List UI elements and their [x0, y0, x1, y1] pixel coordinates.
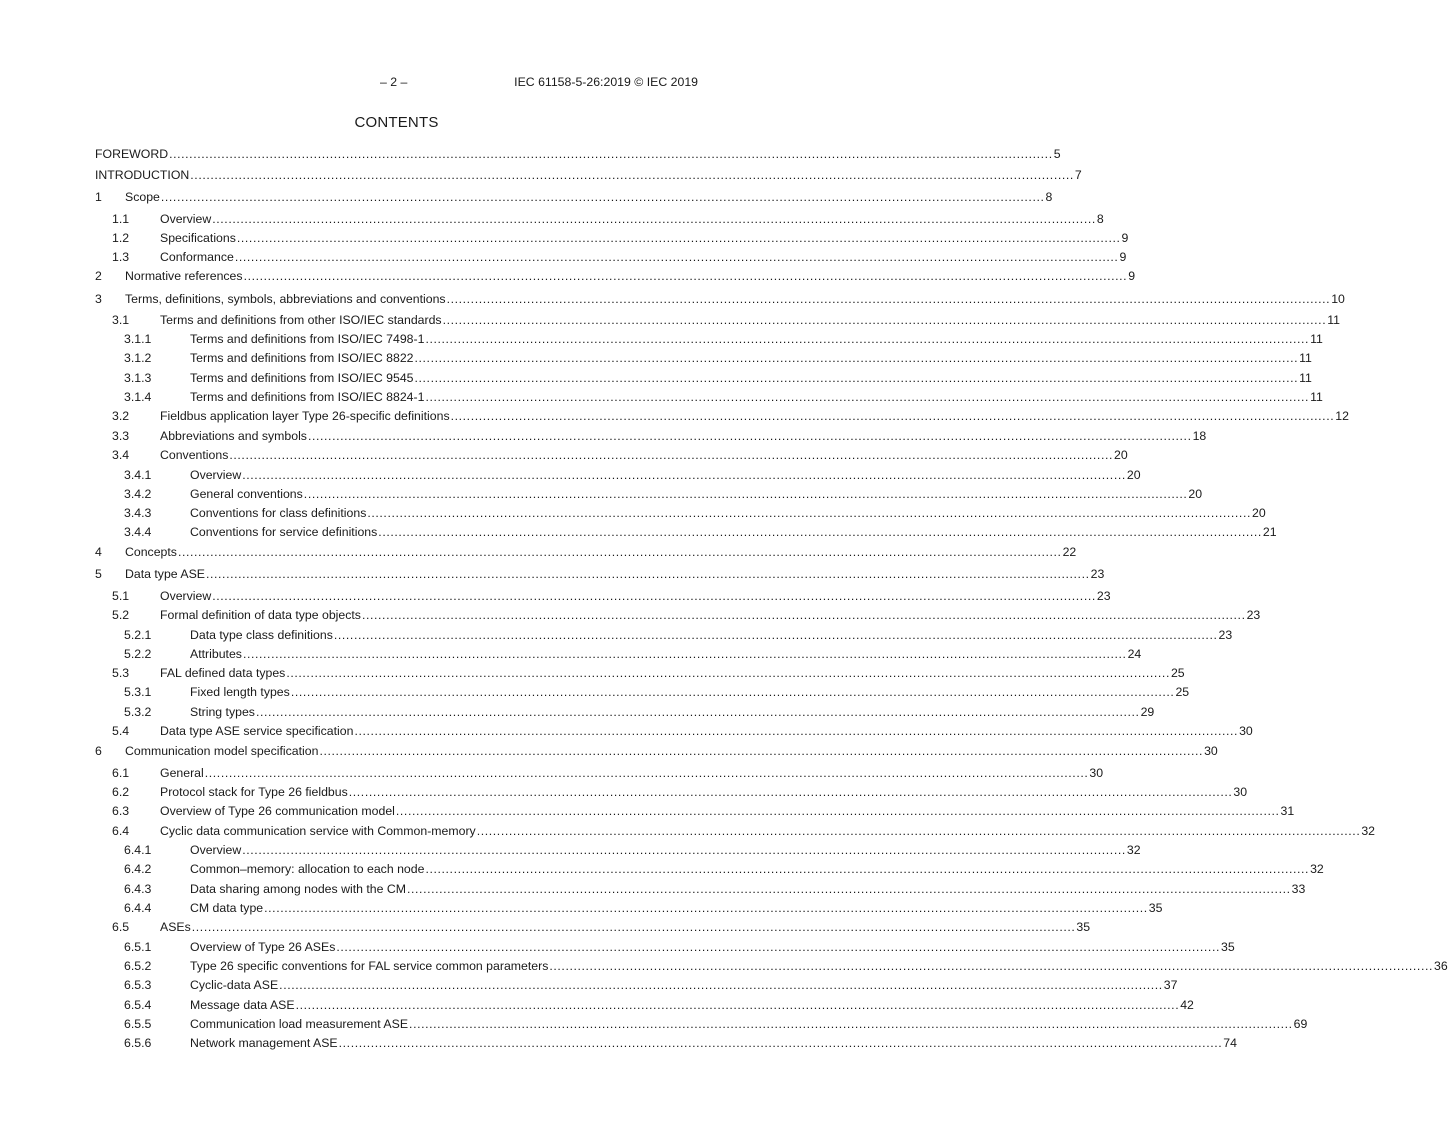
toc-entry-page: 29 — [1140, 705, 1155, 719]
toc-entry-number: 5.4 — [112, 724, 130, 738]
dot-leader: ............................................................................................................................................................................................................................ — [264, 901, 1148, 915]
dot-leader: ............................................................................................................................................................................................................................ — [319, 744, 1204, 758]
toc-entry-number: 1.3 — [112, 250, 130, 264]
toc-entry-title: Terms and definitions from ISO/IEC 7498-1 — [190, 332, 425, 346]
toc-entry-title: Fixed length types — [190, 685, 290, 699]
toc-entry[interactable] — [95, 704, 1155, 720]
dot-leader: ............................................................................................................................................................................................................................ — [191, 920, 1076, 934]
toc-entry[interactable] — [95, 544, 1077, 560]
dot-leader: ............................................................................................................................................................................................................................ — [169, 147, 1053, 161]
toc-entry-title: Fieldbus application layer Type 26-specific definitions — [160, 409, 450, 423]
toc-entry-number: 3.3 — [112, 429, 130, 443]
toc-entry-page: 22 — [1062, 545, 1077, 559]
toc-entry-page: 31 — [1280, 804, 1295, 818]
toc-entry-page: 30 — [1233, 785, 1248, 799]
dot-leader: ............................................................................................................................................................................................................................ — [354, 724, 1239, 738]
toc-entry-page: 23 — [1090, 567, 1105, 581]
toc-entry-title: Terms and definitions from ISO/IEC 9545 — [190, 371, 414, 385]
toc-entry-number: 6.5.4 — [124, 998, 152, 1012]
toc-entry-title: Abbreviations and symbols — [160, 429, 307, 443]
toc-entry-title: CM data type — [190, 901, 264, 915]
dot-leader: ............................................................................................................................................................................................................................ — [338, 1036, 1223, 1050]
toc-entry-page: 7 — [1074, 168, 1082, 182]
dot-leader: ............................................................................................................................................................................................................................ — [177, 545, 1062, 559]
toc-entry[interactable] — [95, 389, 1323, 405]
toc-entry[interactable] — [95, 249, 1127, 265]
toc-entry[interactable] — [95, 665, 1185, 681]
toc-entry-title: Conventions for service definitions — [190, 525, 378, 539]
toc-entry-number: 6.1 — [112, 766, 130, 780]
toc-entry[interactable] — [95, 1035, 1237, 1051]
toc-entry[interactable] — [95, 765, 1104, 781]
toc-entry-number: 3.4.2 — [124, 487, 152, 501]
toc-entry-page: 37 — [1163, 978, 1178, 992]
toc-entry-title: Terms and definitions from ISO/IEC 8822 — [190, 351, 414, 365]
toc-entry-page: 20 — [1114, 448, 1128, 462]
toc-entry-title: INTRODUCTION — [95, 168, 190, 182]
dot-leader: ............................................................................................................................................................................................................................ — [307, 429, 1192, 443]
toc-entry-title: Conformance — [160, 250, 234, 264]
dot-leader: ............................................................................................................................................................................................................................ — [295, 998, 1180, 1012]
toc-entry-number: 6.5.2 — [124, 959, 152, 973]
toc-entry-page: 11 — [1299, 371, 1312, 385]
toc-entry-title: Concepts — [125, 545, 177, 559]
toc-entry-page: 9 — [1121, 231, 1129, 245]
toc-entry-title: Data sharing among nodes with the CM — [190, 882, 406, 896]
toc-entry-number: 6.5.1 — [124, 940, 152, 954]
dot-leader: ............................................................................................................................................................................................................................ — [286, 666, 1170, 680]
toc-entry[interactable] — [95, 268, 1136, 284]
toc-entry-number: 3.4.3 — [124, 506, 152, 520]
toc-entry-page: 11 — [1327, 313, 1340, 327]
dot-leader: ............................................................................................................................................................................................................................ — [476, 824, 1361, 838]
toc-entry-number: 6.5.6 — [124, 1036, 152, 1050]
toc-entry-number: 1.1 — [112, 212, 130, 226]
toc-entry-title: Overview — [160, 589, 212, 603]
toc-entry[interactable] — [95, 939, 1235, 955]
dot-leader: ............................................................................................................................................................................................................................ — [236, 231, 1121, 245]
toc-entry-number: 5.3 — [112, 666, 130, 680]
toc-entry[interactable] — [95, 467, 1141, 483]
toc-entry[interactable] — [95, 842, 1141, 858]
toc-entry-page: 8 — [1045, 190, 1053, 204]
toc-entry[interactable] — [95, 997, 1194, 1013]
dot-leader: ............................................................................................................................................................................................................................ — [212, 212, 1096, 226]
toc-entry-number: 5.3.2 — [124, 705, 152, 719]
toc-entry-page: 36 — [1434, 959, 1448, 973]
toc-entry-page: 21 — [1262, 525, 1277, 539]
toc-entry-number: 6.4.1 — [124, 843, 152, 857]
dot-leader: ............................................................................................................................................................................................................................ — [229, 448, 1113, 462]
toc-entry-number: 3 — [95, 292, 102, 306]
toc-entry-page: 35 — [1220, 940, 1235, 954]
toc-entry-number: 6.5.3 — [124, 978, 152, 992]
dot-leader: ............................................................................................................................................................................................................................ — [446, 292, 1331, 306]
toc-entry-title: Specifications — [160, 231, 236, 245]
toc-entry-number: 6.4.2 — [124, 862, 152, 876]
toc-entry-title: Overview of Type 26 communication model — [160, 804, 395, 818]
toc-entry-number: 6 — [95, 744, 102, 758]
toc-entry-number: 3.2 — [112, 409, 130, 423]
dot-leader: ............................................................................................................................................................................................................................ — [190, 168, 1074, 182]
toc-entry[interactable] — [95, 900, 1163, 916]
dot-leader: ............................................................................................................................................................................................................................ — [255, 705, 1140, 719]
toc-entry-number: 6.3 — [112, 804, 130, 818]
toc-entry[interactable] — [95, 505, 1266, 521]
toc-entry-page: 20 — [1251, 506, 1266, 520]
toc-entry-page: 25 — [1170, 666, 1185, 680]
toc-entry-title: Overview — [190, 468, 242, 482]
toc-entry-number: 1 — [95, 190, 102, 204]
toc-entry-title: Formal definition of data type objects — [160, 608, 361, 622]
toc-entry-page: 23 — [1218, 628, 1233, 642]
contents-title: CONTENTS — [354, 114, 439, 131]
toc-entry-number: 5 — [95, 567, 102, 581]
toc-entry[interactable] — [95, 803, 1295, 819]
toc-entry-page: 20 — [1126, 468, 1141, 482]
dot-leader: ............................................................................................................................................................................................................................ — [242, 843, 1126, 857]
standard-reference: IEC 61158-5-26:2019 © IEC 2019 — [514, 75, 698, 89]
dot-leader: ............................................................................................................................................................................................................................ — [409, 1017, 1293, 1031]
toc-entry-title: Conventions — [160, 448, 229, 462]
dot-leader: ............................................................................................................................................................................................................................ — [212, 589, 1096, 603]
toc-entry-page: 69 — [1293, 1017, 1308, 1031]
toc-entry-page: 35 — [1076, 920, 1091, 934]
toc-entry-number: 3.4.1 — [124, 468, 152, 482]
dot-leader: ............................................................................................................................................................................................................................ — [414, 351, 1299, 365]
toc-entry-number: 1.2 — [112, 231, 130, 245]
toc-entry-number: 3.1.2 — [124, 351, 152, 365]
dot-leader: ............................................................................................................................................................................................................................ — [234, 250, 1119, 264]
dot-leader: ............................................................................................................................................................................................................................ — [425, 332, 1310, 346]
toc-entry[interactable] — [95, 823, 1376, 839]
toc-entry[interactable] — [95, 146, 1061, 162]
toc-entry-title: Data type ASE service specification — [160, 724, 354, 738]
toc-entry-number: 6.5 — [112, 920, 130, 934]
toc-entry-number: 5.2 — [112, 608, 130, 622]
dot-leader: ............................................................................................................................................................................................................................ — [242, 647, 1127, 661]
toc-entry-title: Message data ASE — [190, 998, 295, 1012]
toc-entry[interactable] — [95, 428, 1207, 444]
dot-leader: ............................................................................................................................................................................................................................ — [336, 940, 1220, 954]
toc-entry-title: String types — [190, 705, 255, 719]
toc-entry-title: Scope — [125, 190, 160, 204]
toc-entry-title: Common–memory: allocation to each node — [190, 862, 425, 876]
toc-entry-page: 25 — [1175, 685, 1190, 699]
toc-entry-number: 3.1.3 — [124, 371, 152, 385]
toc-entry-title: Terms and definitions from ISO/IEC 8824-1 — [190, 390, 425, 404]
toc-entry-title: Attributes — [190, 647, 242, 661]
toc-entry[interactable] — [95, 1016, 1308, 1032]
dot-leader: ............................................................................................................................................................................................................................ — [333, 628, 1218, 642]
toc-entry[interactable] — [95, 646, 1142, 662]
dot-leader: ............................................................................................................................................................................................................................ — [160, 190, 1045, 204]
toc-entry[interactable] — [95, 486, 1203, 502]
toc-entry-page: 11 — [1299, 351, 1312, 365]
toc-entry-number: 3.1.4 — [124, 390, 152, 404]
toc-entry-title: Overview — [190, 843, 242, 857]
toc-entry-title: Normative references — [125, 269, 243, 283]
toc-entry-title: Communication load measurement ASE — [190, 1017, 409, 1031]
dot-leader: ............................................................................................................................................................................................................................ — [378, 525, 1262, 539]
toc-entry-page: 74 — [1223, 1036, 1237, 1050]
toc-entry-page: 30 — [1204, 744, 1218, 758]
toc-entry-title: Type 26 specific conventions for FAL service common parameters — [190, 959, 549, 973]
dot-leader: ............................................................................................................................................................................................................................ — [425, 862, 1310, 876]
toc-entry-number: 6.4.4 — [124, 901, 152, 915]
toc-entry-page: 9 — [1119, 250, 1127, 264]
toc-entry-number: 5.2.2 — [124, 647, 152, 661]
toc-entry[interactable] — [95, 977, 1178, 993]
toc-entry-title: FAL defined data types — [160, 666, 286, 680]
dot-leader: ............................................................................................................................................................................................................................ — [279, 978, 1163, 992]
toc-entry-number: 3.1 — [112, 313, 130, 327]
toc-entry[interactable] — [95, 743, 1218, 759]
toc-entry[interactable] — [95, 627, 1233, 643]
toc-entry[interactable] — [95, 524, 1277, 540]
toc-entry-title: Overview — [160, 212, 212, 226]
toc-entry-page: 18 — [1192, 429, 1207, 443]
toc-entry[interactable] — [95, 566, 1105, 582]
toc-entry[interactable] — [95, 312, 1340, 328]
toc-entry-title: Data type class definitions — [190, 628, 333, 642]
toc-entry-title: Cyclic data communication service with Common-memory — [160, 824, 476, 838]
toc-entry[interactable] — [95, 958, 1448, 974]
toc-entry-page: 23 — [1096, 589, 1111, 603]
toc-entry-number: 6.4 — [112, 824, 130, 838]
toc-entry-number: 6.2 — [112, 785, 130, 799]
toc-entry-page: 23 — [1246, 608, 1261, 622]
toc-entry[interactable] — [95, 291, 1345, 307]
toc-entry[interactable] — [95, 784, 1248, 800]
toc-entry[interactable] — [95, 607, 1261, 623]
toc-entry-page: 32 — [1361, 824, 1376, 838]
dot-leader: ............................................................................................................................................................................................................................ — [348, 785, 1233, 799]
toc-entry-title: Network management ASE — [190, 1036, 338, 1050]
toc-entry-page: 8 — [1096, 212, 1104, 226]
dot-leader: ............................................................................................................................................................................................................................ — [242, 468, 1126, 482]
dot-leader: ............................................................................................................................................................................................................................ — [303, 487, 1188, 501]
dot-leader: ............................................................................................................................................................................................................................ — [442, 313, 1327, 327]
toc-entry-number: 2 — [95, 269, 102, 283]
toc-entry-page: 12 — [1335, 409, 1349, 423]
toc-entry-page: 5 — [1053, 147, 1061, 161]
toc-entry-number: 6.5.5 — [124, 1017, 152, 1031]
toc-entry[interactable] — [95, 167, 1082, 183]
toc-entry[interactable] — [95, 588, 1111, 604]
toc-entry[interactable] — [95, 408, 1349, 424]
toc-entry-page: 11 — [1310, 390, 1323, 404]
toc-entry-page: 32 — [1310, 862, 1324, 876]
toc-entry-page: 33 — [1291, 882, 1306, 896]
toc-entry[interactable] — [95, 861, 1324, 877]
toc-entry-number: 5.1 — [112, 589, 130, 603]
toc-entry-page: 10 — [1331, 292, 1345, 306]
toc-entry-page: 32 — [1126, 843, 1141, 857]
dot-leader: ............................................................................................................................................................................................................................ — [414, 371, 1299, 385]
dot-leader: ............................................................................................................................................................................................................................ — [361, 608, 1246, 622]
toc-entry-number: 3.1.1 — [124, 332, 152, 346]
toc-entry-title: Protocol stack for Type 26 fieldbus — [160, 785, 348, 799]
toc-entry-number: 4 — [95, 545, 102, 559]
dot-leader: ............................................................................................................................................................................................................................ — [367, 506, 1251, 520]
dot-leader: ............................................................................................................................................................................................................................ — [450, 409, 1335, 423]
toc-entry-page: 20 — [1188, 487, 1203, 501]
toc-entry-title: Data type ASE — [125, 567, 205, 581]
toc-entry-page: 11 — [1310, 332, 1323, 346]
dot-leader: ............................................................................................................................................................................................................................ — [425, 390, 1310, 404]
toc-entry-page: 30 — [1089, 766, 1104, 780]
toc-entry-title: Terms and definitions from other ISO/IEC standards — [160, 313, 442, 327]
toc-entry-title: Overview of Type 26 ASEs — [190, 940, 336, 954]
toc-entry-title: Cyclic-data ASE — [190, 978, 279, 992]
page-header — [0, 75, 793, 93]
toc-entry[interactable] — [95, 684, 1190, 700]
toc-entry[interactable] — [95, 919, 1091, 935]
toc-entry-title: General — [160, 766, 204, 780]
toc-entry-number: 5.3.1 — [124, 685, 152, 699]
toc-entry-number: 6.4.3 — [124, 882, 152, 896]
page-number: – 2 – — [380, 75, 408, 89]
toc-entry[interactable] — [95, 370, 1312, 386]
toc-entry-title: Terms, definitions, symbols, abbreviations and conventions — [125, 292, 446, 306]
toc-entry-title: Communication model specification — [125, 744, 319, 758]
toc-entry[interactable] — [95, 189, 1053, 205]
toc-entry[interactable] — [95, 350, 1312, 366]
dot-leader: ............................................................................................................................................................................................................................ — [204, 766, 1089, 780]
toc-entry-page: 35 — [1148, 901, 1163, 915]
dot-leader: ............................................................................................................................................................................................................................ — [549, 959, 1433, 973]
toc-entry-number: 5.2.1 — [124, 628, 152, 642]
toc-entry[interactable] — [95, 447, 1128, 463]
toc-entry[interactable] — [95, 881, 1306, 897]
toc-entry-page: 42 — [1180, 998, 1194, 1012]
dot-leader: ............................................................................................................................................................................................................................ — [395, 804, 1280, 818]
toc-entry-title: General conventions — [190, 487, 303, 501]
toc-entry-page: 9 — [1128, 269, 1136, 283]
toc-entry-page: 24 — [1127, 647, 1142, 661]
toc-entry-title: FOREWORD — [95, 147, 169, 161]
dot-leader: ............................................................................................................................................................................................................................ — [243, 269, 1128, 283]
dot-leader: ............................................................................................................................................................................................................................ — [205, 567, 1090, 581]
toc-entry[interactable] — [95, 211, 1104, 227]
toc-entry[interactable] — [95, 230, 1129, 246]
toc-entry-page: 30 — [1239, 724, 1253, 738]
toc-entry-title: Conventions for class definitions — [190, 506, 367, 520]
toc-entry-number: 3.4 — [112, 448, 130, 462]
toc-entry[interactable] — [95, 331, 1323, 347]
toc-entry-title: ASEs — [160, 920, 191, 934]
dot-leader: ............................................................................................................................................................................................................................ — [407, 882, 1291, 896]
toc-entry[interactable] — [95, 723, 1253, 739]
dot-leader: ............................................................................................................................................................................................................................ — [290, 685, 1175, 699]
toc-entry-number: 3.4.4 — [124, 525, 152, 539]
